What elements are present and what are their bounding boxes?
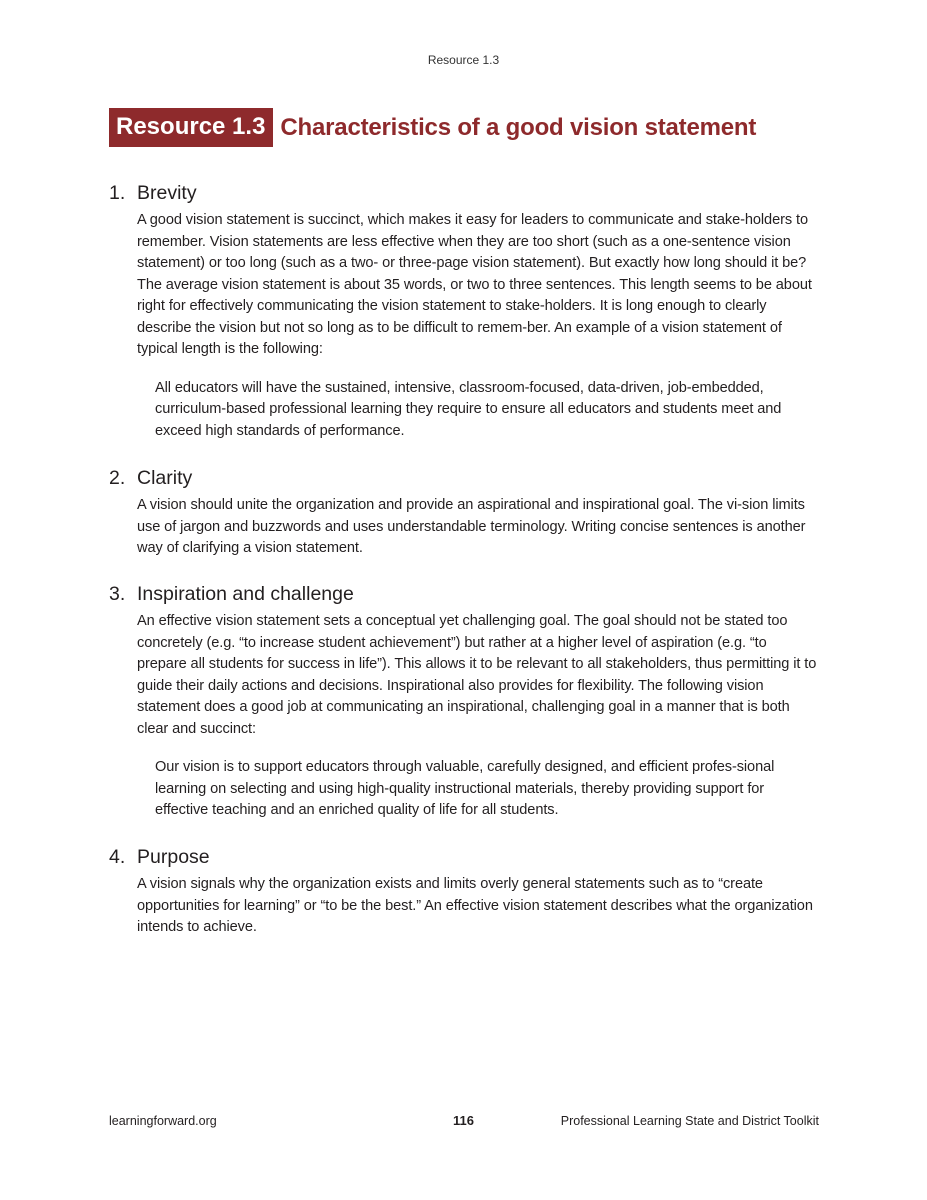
section-title: Clarity	[137, 467, 193, 489]
section-inspiration	[109, 582, 819, 822]
section-purpose	[109, 845, 819, 939]
section-heading	[109, 181, 819, 205]
section-body	[137, 874, 819, 939]
section-number: 2.	[109, 467, 126, 489]
section-paragraph: A good vision statement is succinct, which makes it easy for leaders to communicate and stake-holders to remember. Vision statements are less effective when they are too short (such as a one-sentence vision statement) or too long (such as a two- or three-page vision statement). But exactly how long should it be? The average vision statement is about 35 words, or two to three sentences. This length seems to be about right for effectively communicating the vision statement to stake-holders. It is long enough to clearly describe the vision but not so long as to be difficult to remem-ber. An example of a vision statement of typical length is the following:	[137, 212, 812, 357]
section-title: Brevity	[137, 182, 197, 204]
section-paragraph: An effective vision statement sets a conceptual yet challenging goal. The goal should not be stated too concretely (e.g. “to increase student achievement”) but rather at a higher level of aspiration (e.g. “to prepare all students for success in life”). This allows it to be relevant to all stakeholders, thus permitting it to guide their daily actions and decisions. Inspirational also provides for flexibility. The following vision statement does a good job at communicating an inspirational, challenging goal in a manner that is both clear and succinct:	[137, 613, 817, 737]
section-brevity	[109, 181, 819, 442]
section-number: 3.	[109, 583, 126, 605]
running-head: Resource 1.3	[427, 53, 500, 67]
page-title	[109, 108, 756, 147]
section-number: 1.	[109, 182, 126, 204]
section-paragraph: A vision should unite the organization and provide an aspirational and inspirational goal. The vi-sion limits use of jargon and buzzwords and uses understandable terminology. Writing concise sentences is another way of clarifying a vision statement.	[137, 497, 806, 556]
footer-website: learningforward.org	[109, 1114, 217, 1128]
section-number: 4.	[109, 846, 126, 868]
section-title: Inspiration and challenge	[137, 583, 354, 605]
section-title: Purpose	[137, 846, 210, 868]
footer-publication-title: Professional Learning State and District Toolkit	[560, 1114, 819, 1128]
section-body	[137, 611, 819, 740]
section-paragraph: A vision signals why the organization exists and limits overly general statements such as to “create opportunities for learning” or “to be the best.” An effective vision statement describes what the organization intends to achieve.	[137, 876, 813, 935]
section-body	[137, 210, 819, 361]
page-number: 116	[453, 1113, 474, 1128]
title-text: Characteristics of a good vision statement	[280, 113, 757, 141]
section-body	[137, 495, 819, 560]
example-vision-statement: All educators will have the sustained, intensive, classroom-focused, data-driven, job-embedded, curriculum-based professional learning they require to ensure all educators and students meet and exceed high standards of performance.	[155, 379, 782, 439]
section-heading	[109, 582, 819, 606]
example-vision-statement: Our vision is to support educators through valuable, carefully designed, and efficient profes-sional learning on selecting and using high-quality instructional materials, thereby providing support for effective teaching and an enriched quality of life for all students.	[155, 759, 775, 818]
section-clarity	[109, 466, 819, 560]
resource-badge: Resource 1.3	[109, 108, 273, 147]
section-heading	[109, 466, 819, 490]
section-heading	[109, 845, 819, 869]
